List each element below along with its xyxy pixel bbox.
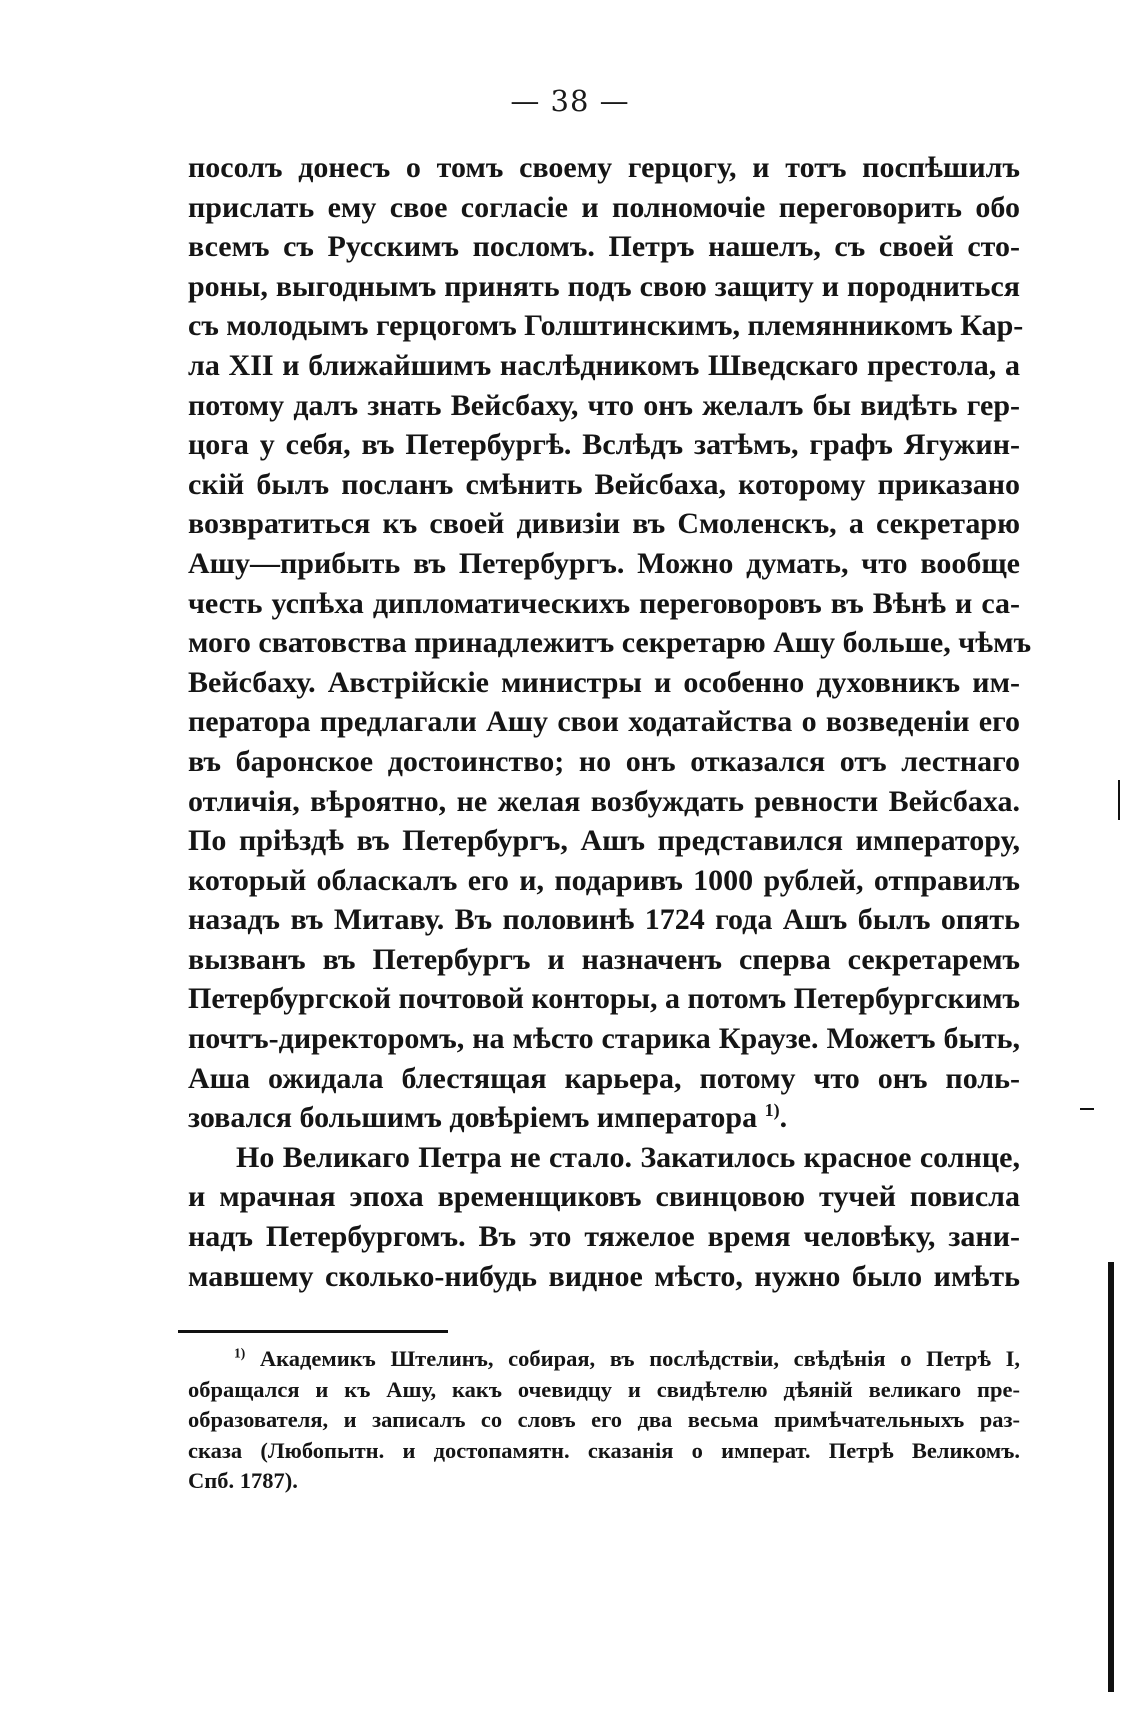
text-line: цога у себя, въ Петербургѣ. Вслѣдъ затѣмъ, графъ Ягужин-	[188, 428, 1020, 462]
text-line: прислать ему свое согласіе и полномочіе переговорить обо	[188, 190, 1020, 224]
text-line: скій былъ посланъ смѣнить Вейсбаха, которому приказано	[188, 467, 1020, 501]
page-number: — 38 —	[510, 84, 630, 118]
footnote-line: образователя, и записалъ со словъ его два весьма примѣчательныхъ раз-	[188, 1407, 1020, 1432]
text-line: вызванъ въ Петербургъ и назначенъ сперва секретаремъ	[188, 942, 1020, 976]
footnote-line: Спб. 1787).	[188, 1468, 298, 1493]
footnote-marker: 1)	[234, 1345, 246, 1361]
footnote-text: Академикъ Штелинъ, собирая, въ послѣдствіи, свѣдѣнія о Петрѣ I,	[259, 1346, 1021, 1371]
footnote-line: сказа (Любопытн. и достопамятн. сказанія о императ. Петрѣ Великомъ.	[188, 1437, 1020, 1463]
scan-edge-mark	[1108, 1262, 1114, 1692]
text-line: возвратиться къ своей дивизіи въ Смоленскъ, а секретарю	[188, 507, 1020, 541]
text-line: честь успѣха дипломатическихъ переговоровъ въ Вѣнѣ и са-	[188, 586, 1020, 620]
text-line: отличія, вѣроятно, не желая возбуждать ревности Вейсбаха.	[188, 784, 1020, 818]
text-line-content: зовался большимъ довѣріемъ императора	[188, 1101, 758, 1135]
text-line: ла XII и ближайшимъ наслѣдникомъ Шведскаго престола, а	[188, 348, 1020, 382]
footnote-reference[interactable]: 1)	[764, 1100, 780, 1121]
footnote-divider	[178, 1330, 448, 1333]
text-line: роны, выгоднымъ принять подъ свою защиту и породниться	[188, 269, 1020, 303]
main-text	[188, 148, 1032, 1296]
text-line: почтъ-директоромъ, на мѣсто старика Краузе. Можетъ быть,	[188, 1022, 1020, 1056]
text-line: Вейсбаху. Австрійскіе министры и особенно духовникъ им-	[188, 665, 1020, 699]
text-line: надъ Петербургомъ. Въ это тяжелое время человѣку, зани-	[188, 1220, 1020, 1254]
text-line: потому далъ знать Вейсбаху, что онъ желалъ бы видѣть гер-	[188, 388, 1020, 422]
text-line: ператора предлагали Ашу свои ходатайства о возведеніи его	[188, 705, 1020, 739]
text-line: По пріѣздѣ въ Петербургъ, Ашъ представился императору,	[188, 824, 1020, 858]
text-line: назадъ въ Митаву. Въ половинѣ 1724 года Ашъ былъ опять	[188, 903, 1020, 937]
paragraph-start-line: Но Великаго Петра не стало. Закатилось красное солнце,	[236, 1140, 1020, 1174]
text-line: который обласкалъ его и, подаривъ 1000 рублей, отправилъ	[188, 863, 1020, 897]
text-line: Ашу—прибыть въ Петербургъ. Можно думать, что вообще	[188, 546, 1020, 580]
footnote	[188, 1344, 1020, 1497]
text-line: Аша ожидала блестящая карьера, потому что онъ поль-	[188, 1061, 1020, 1095]
text-line: посолъ донесъ о томъ своему герцогу, и тотъ поспѣшилъ	[188, 151, 1020, 184]
scan-edge-mark	[1080, 1108, 1094, 1110]
text-line: мого сватовства принадлежитъ секретарю Ашу больше, чѣмъ	[188, 626, 1032, 660]
text-line: Петербургской почтовой конторы, а потомъ Петербургскимъ	[188, 982, 1020, 1016]
text-line: въ баронское достоинство; но онъ отказался отъ лестнаго	[188, 744, 1020, 778]
footnote-line	[188, 1344, 1020, 1375]
text-line: мавшему сколько-нибудь видное мѣсто, нужно было имѣть	[188, 1259, 1020, 1293]
text-line: и мрачная эпоха временщиковъ свинцовою тучей повисла	[188, 1180, 1020, 1214]
text-line: всемъ съ Русскимъ посломъ. Петръ нашелъ, съ своей сто-	[188, 230, 1020, 264]
text-line: съ молодымъ герцогомъ Голштинскимъ, племянникомъ Кар-	[188, 309, 1024, 343]
footnote-line: обращался и къ Ашу, какъ очевидцу и свидѣтелю дѣяній великаго пре-	[188, 1376, 1020, 1402]
scan-edge-mark	[1118, 780, 1120, 820]
text-line-last: зовался большимъ довѣріемъ императора $^{1)}$.	[188, 1100, 788, 1135]
